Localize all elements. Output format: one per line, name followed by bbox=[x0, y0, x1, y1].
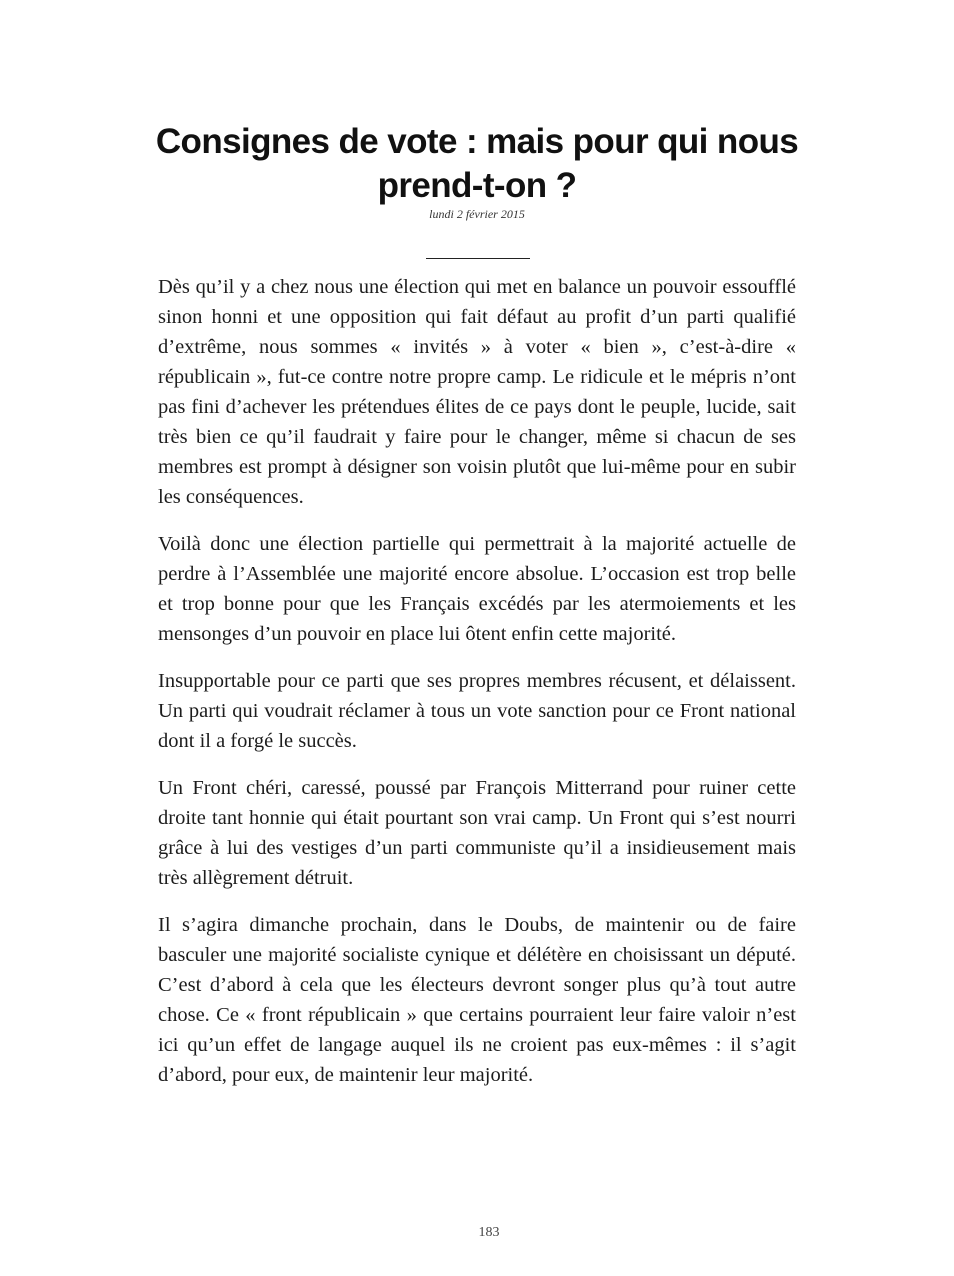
paragraph-2: Voilà donc une élection partielle qui permettrait à la majorité actuelle de perdre à l’Assemblée une majorité encore absolue. L’occasion est trop belle et trop bonne pour que les Français excédés par les atermoiements et les mensonges d’un pouvoir en place lui ôtent enfin cette majorité. bbox=[158, 533, 796, 645]
article-date: lundi 2 février 2015 bbox=[429, 207, 525, 221]
paragraph-4: Un Front chéri, caressé, poussé par François Mitterrand pour ruiner cette droite tant honnie qui était pourtant son vrai camp. Un Front qui s’est nourri grâce à lui des vestiges d’un parti communiste qu’il a insidieusement mais très allègrement détruit. bbox=[158, 777, 796, 889]
article-title: Consignes de vote : mais pour qui nous prend-t-on ? bbox=[155, 122, 799, 205]
paragraph-1: Dès qu’il y a chez nous une élection qui met en balance un pouvoir essoufflé sinon honni et une opposition qui fait défaut au profit d’un parti qualifié d’extrême, nous sommes « invités » à voter « bien », c’est-à-dire « républicain », fut-ce contre notre propre camp. Le ridicule et le mépris n’ont pas fini d’achever les prétendues élites de ce pays dont le peuple, lucide, sait très bien ce qu’il faudrait y faire pour le changer, même si chacun de ses membres est prompt à désigner son voisin plutôt que lui-même pour en subir les conséquences. bbox=[158, 276, 796, 508]
paragraph-5: Il s’agira dimanche prochain, dans le Doubs, de maintenir ou de faire basculer une majorité socialiste cynique et délétère en choisissant un député. C’est d’abord à cela que les électeurs devront songer plus qu’à tout autre chose. Ce « front républicain » que certains pourraient leur faire valoir n’est ici qu’un effet de langage auquel ils ne croient pas eux-mêmes : il s’agit d’abord, pour eux, de maintenir leur majorité. bbox=[158, 914, 796, 1086]
title-divider bbox=[426, 258, 530, 259]
page-number: 183 bbox=[478, 1225, 500, 1240]
paragraph-3: Insupportable pour ce parti que ses propres membres récusent, et délaissent. Un parti qui voudrait réclamer à tous un vote sanction pour ce Front national dont il a forgé le succès. bbox=[158, 670, 796, 752]
article-body bbox=[158, 272, 796, 1107]
